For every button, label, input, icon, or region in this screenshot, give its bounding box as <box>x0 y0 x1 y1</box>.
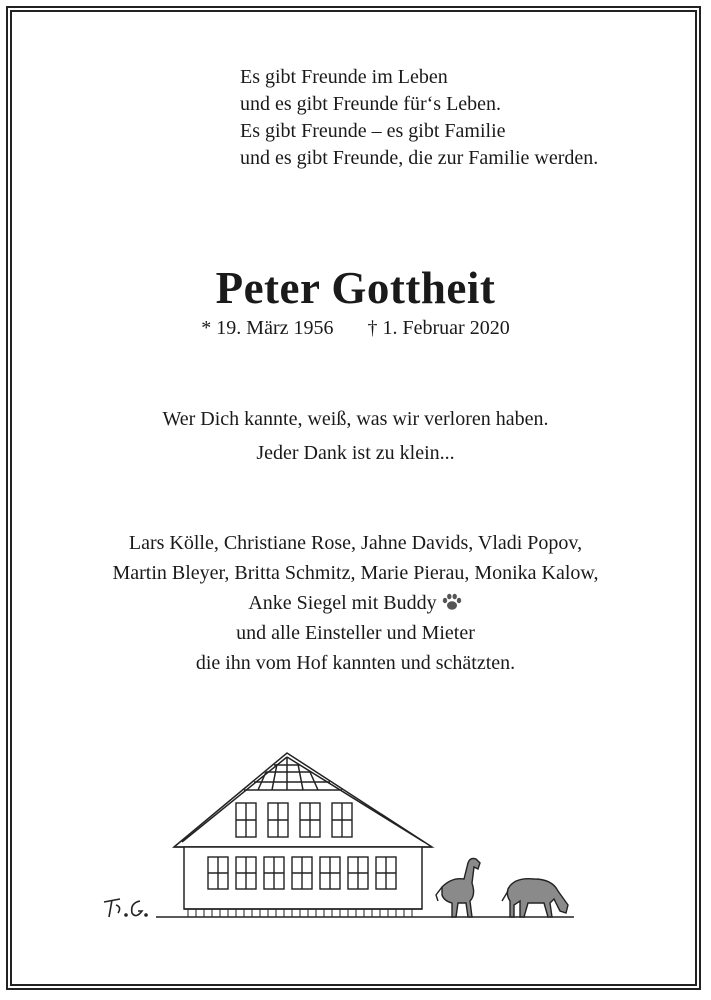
mourners-line: die ihn vom Hof kannten und schätzten. <box>195 652 516 674</box>
horse-grazing-icon <box>502 879 568 917</box>
quote-line: Jeder Dank ist zu klein... <box>256 442 455 464</box>
poem-line: und es gibt Freunde für‘s Leben. <box>240 93 502 115</box>
mourners-line: Martin Bleyer, Britta Schmitz, Marie Pierau, Monika Kalow, <box>112 562 599 584</box>
death-date: † 1. Februar 2020 <box>367 317 510 339</box>
poem <box>240 64 598 172</box>
mourners-line-text: Anke Siegel mit Buddy <box>248 592 437 614</box>
horse-standing-icon <box>436 859 480 918</box>
birth-date: * 19. März 1956 <box>201 317 334 339</box>
mourners-line: und alle Einsteller und Mieter <box>236 622 475 644</box>
quote <box>0 402 711 470</box>
poem-line: Es gibt Freunde im Leben <box>240 66 448 88</box>
poem-line: und es gibt Freunde, die zur Familie werden. <box>240 147 599 169</box>
life-dates <box>0 314 711 342</box>
deceased-name: Peter Gottheit <box>215 263 496 313</box>
farmhouse-horses-drawing <box>96 745 576 925</box>
signature <box>104 899 147 917</box>
quote-line: Wer Dich kannte, weiß, was wir verloren haben. <box>162 408 549 430</box>
paw-icon <box>441 593 463 611</box>
mourners-line <box>0 588 711 618</box>
mourners-list <box>0 528 711 678</box>
poem-line: Es gibt Freunde – es gibt Familie <box>240 120 506 142</box>
mourners-line: Lars Kölle, Christiane Rose, Jahne Davids, Vladi Popov, <box>128 532 583 554</box>
